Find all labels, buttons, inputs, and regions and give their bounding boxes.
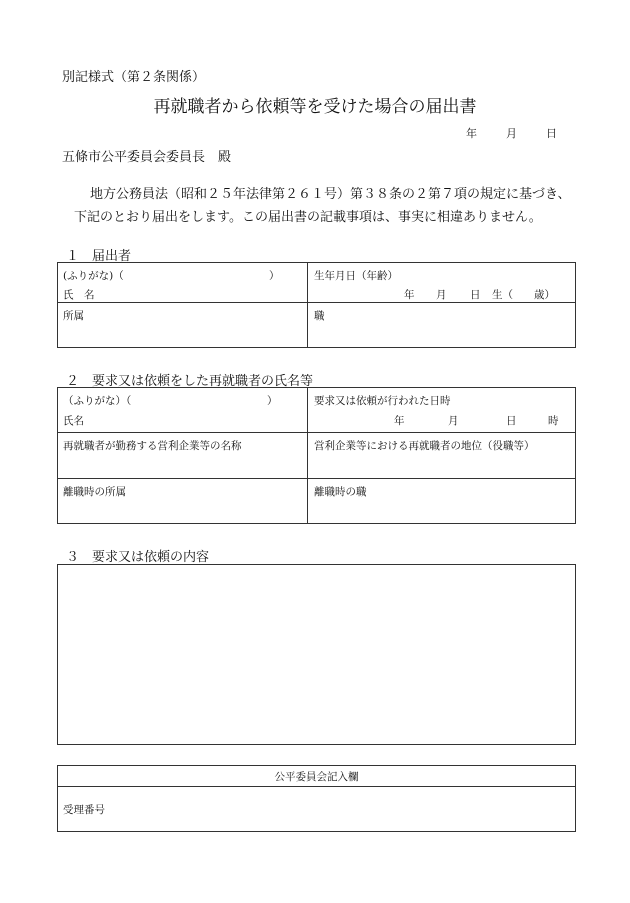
section-1-table <box>57 262 576 348</box>
section-3-heading: ３ 要求又は依頼の内容 <box>66 550 210 565</box>
birth-day-label: 日 <box>470 289 481 301</box>
form-type-label: 別記様式（第２条関係） <box>62 70 206 85</box>
birth-date-label: 生年月日（年齢） <box>314 270 398 282</box>
office-use-box <box>57 765 576 832</box>
section-2-table <box>57 387 576 524</box>
intro-line-2: 下記のとおり届出をします。この届出書の記載事項は、事実に相違ありません。 <box>74 210 542 225</box>
birth-age-close: 歳） <box>534 289 555 301</box>
intro-line-1: 地方公務員法（昭和２５年法律第２６１号）第３８条の２第７項の規定に基づき、 <box>90 187 571 202</box>
affiliation-label: 所属 <box>63 310 84 322</box>
dt-month-label: 月 <box>448 415 459 427</box>
retire-affiliation-label: 離職時の所属 <box>63 486 126 498</box>
furigana-close: ） <box>267 395 278 407</box>
birth-month-label: 月 <box>436 289 447 301</box>
company-name-label: 再就職者が勤務する営利企業等の名称 <box>63 440 242 452</box>
receipt-number-label: 受理番号 <box>63 804 105 816</box>
request-content-box <box>57 564 576 745</box>
column-divider <box>307 388 308 523</box>
name-label: 氏 名 <box>63 289 95 301</box>
date-day-label: 日 <box>546 127 557 140</box>
row-divider <box>58 478 575 479</box>
row-divider <box>58 432 575 433</box>
furigana-label: （ふりがな）（ <box>63 395 132 407</box>
position-label: 職 <box>314 310 325 322</box>
retire-position-label: 離職時の職 <box>314 486 367 498</box>
requester-name-label: 氏名 <box>63 415 84 427</box>
dt-hour-label: 時 <box>548 415 559 427</box>
section-2-heading: ２ 要求又は依頼をした再就職者の氏名等 <box>66 374 314 389</box>
date-month-label: 月 <box>506 127 517 140</box>
furigana-label: (ふりがな)（ <box>63 270 124 282</box>
addressee: 五條市公平委員会委員長 殿 <box>62 150 232 165</box>
dt-year-label: 年 <box>394 415 405 427</box>
form-title: 再就職者から依頼等を受けた場合の届出書 <box>153 97 477 117</box>
row-divider <box>58 786 575 787</box>
office-use-header: 公平委員会記入欄 <box>274 771 359 783</box>
birth-age-open: 生（ <box>492 289 513 301</box>
column-divider <box>307 263 308 347</box>
furigana-close: ） <box>269 270 280 282</box>
section-1-heading: １ 届出者 <box>66 249 132 264</box>
birth-year-label: 年 <box>404 289 415 301</box>
date-year-label: 年 <box>466 127 477 140</box>
request-datetime-label: 要求又は依頼が行われた日時 <box>314 395 451 407</box>
row-divider <box>58 302 575 303</box>
company-position-label: 営利企業等における再就職者の地位（役職等） <box>314 440 535 452</box>
dt-day-label: 日 <box>506 415 517 427</box>
